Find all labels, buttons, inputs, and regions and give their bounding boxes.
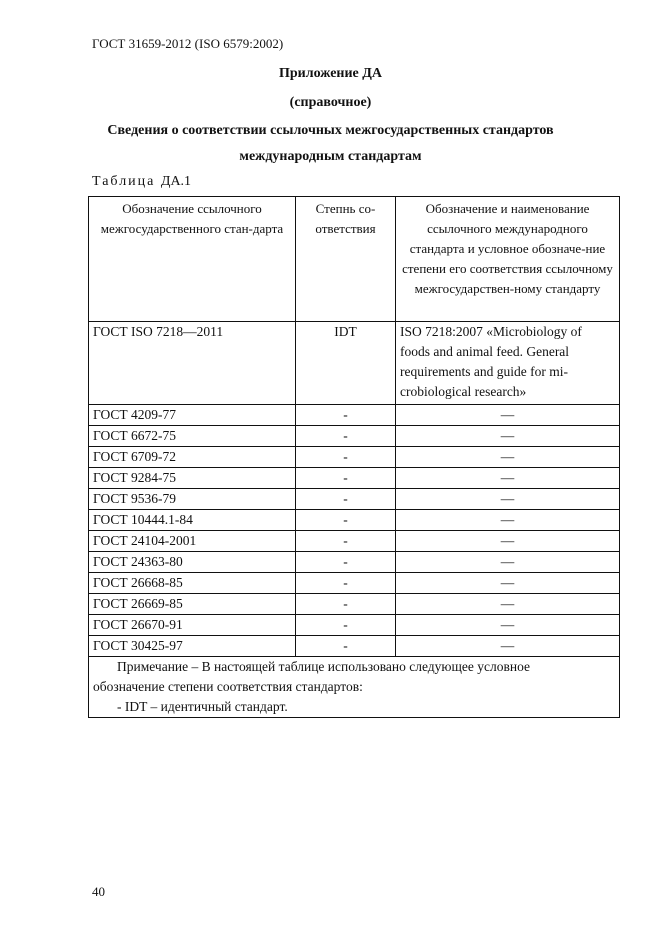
cell-ref-standard: ГОСТ 26670-91 xyxy=(89,615,296,636)
cell-intl-standard: — xyxy=(396,615,620,636)
cell-intl-standard: — xyxy=(396,636,620,657)
cell-degree: - xyxy=(296,489,396,510)
table-note xyxy=(89,657,620,718)
cell-ref-standard: ГОСТ 9284-75 xyxy=(89,468,296,489)
cell-degree: - xyxy=(296,552,396,573)
annex-title: Приложение ДА xyxy=(278,66,383,81)
table-row xyxy=(89,552,620,573)
cell-intl-standard: — xyxy=(396,426,620,447)
cell-ref-standard: ГОСТ 26668-85 xyxy=(89,573,296,594)
cell-ref-standard: ГОСТ 6709-72 xyxy=(89,447,296,468)
cell-degree: - xyxy=(296,447,396,468)
cell-ref-standard: ГОСТ 24363-80 xyxy=(89,552,296,573)
page-number: 40 xyxy=(92,884,105,899)
table-row xyxy=(89,594,620,615)
cell-ref-standard: ГОСТ 4209-77 xyxy=(89,405,296,426)
cell-intl-standard: — xyxy=(396,510,620,531)
cell-ref-standard: ГОСТ 6672-75 xyxy=(89,426,296,447)
cell-intl-standard: — xyxy=(396,447,620,468)
cell-degree: IDT xyxy=(296,322,396,405)
note-line-1: Примечание – В настоящей таблице использовано следующее условное xyxy=(117,659,530,674)
table-row xyxy=(89,489,620,510)
table-row xyxy=(89,510,620,531)
cell-intl-standard: — xyxy=(396,531,620,552)
cell-degree: - xyxy=(296,615,396,636)
cell-degree: - xyxy=(296,426,396,447)
table-row xyxy=(89,615,620,636)
cell-ref-standard: ГОСТ 9536-79 xyxy=(89,489,296,510)
cell-intl-standard: — xyxy=(396,552,620,573)
cell-intl-standard: — xyxy=(396,468,620,489)
table-row xyxy=(89,531,620,552)
table-row xyxy=(89,322,620,405)
cell-ref-standard: ГОСТ 30425-97 xyxy=(89,636,296,657)
cell-ref-standard: ГОСТ 24104-2001 xyxy=(89,531,296,552)
table-caption xyxy=(92,174,191,190)
cell-degree: - xyxy=(296,636,396,657)
cell-degree: - xyxy=(296,594,396,615)
column-header-ref-standard: Обозначение ссылочного межгосударственного стан-дарта xyxy=(89,197,296,322)
table-caption-number: ДА.1 xyxy=(160,174,192,189)
annex-heading-line-1: Сведения о соответствии ссылочных межгосударственных стандартов xyxy=(107,123,554,138)
cell-intl-standard: — xyxy=(396,489,620,510)
cell-degree: - xyxy=(296,531,396,552)
document-code: ГОСТ 31659-2012 (ISO 6579:2002) xyxy=(92,36,284,51)
standards-correspondence-table xyxy=(88,196,620,718)
column-header-degree: Степнь со-ответствия xyxy=(296,197,396,322)
cell-ref-standard: ГОСТ ISO 7218—2011 xyxy=(89,322,296,405)
cell-ref-standard: ГОСТ 26669-85 xyxy=(89,594,296,615)
table-row xyxy=(89,468,620,489)
annex-heading-line-2: международным стандартам xyxy=(239,149,422,164)
cell-intl-standard: — xyxy=(396,573,620,594)
cell-intl-standard: ISO 7218:2007 «Microbiology of foods and animal feed. General requirements and guide for mi-crobiological research» xyxy=(396,322,620,405)
table-row xyxy=(89,447,620,468)
table-row xyxy=(89,405,620,426)
cell-degree: - xyxy=(296,510,396,531)
table-note-row xyxy=(89,657,620,718)
cell-degree: - xyxy=(296,468,396,489)
table-header-row xyxy=(89,197,620,322)
table-caption-label: Таблица xyxy=(92,174,156,189)
cell-degree: - xyxy=(296,405,396,426)
cell-intl-standard: — xyxy=(396,594,620,615)
cell-degree: - xyxy=(296,573,396,594)
table-row xyxy=(89,573,620,594)
cell-ref-standard: ГОСТ 10444.1-84 xyxy=(89,510,296,531)
cell-intl-standard: — xyxy=(396,405,620,426)
column-header-intl-standard: Обозначение и наименование ссылочного международного стандарта и условное обозначе-ние степени его соответствия ссылочному межгосударствен-ному стандарту xyxy=(396,197,620,322)
annex-subtitle: (справочное) xyxy=(289,95,372,110)
note-line-3: - IDT – идентичный стандарт. xyxy=(117,699,288,714)
note-line-2: обозначение степени соответствия стандартов: xyxy=(93,679,363,694)
table-row xyxy=(89,426,620,447)
table-row xyxy=(89,636,620,657)
